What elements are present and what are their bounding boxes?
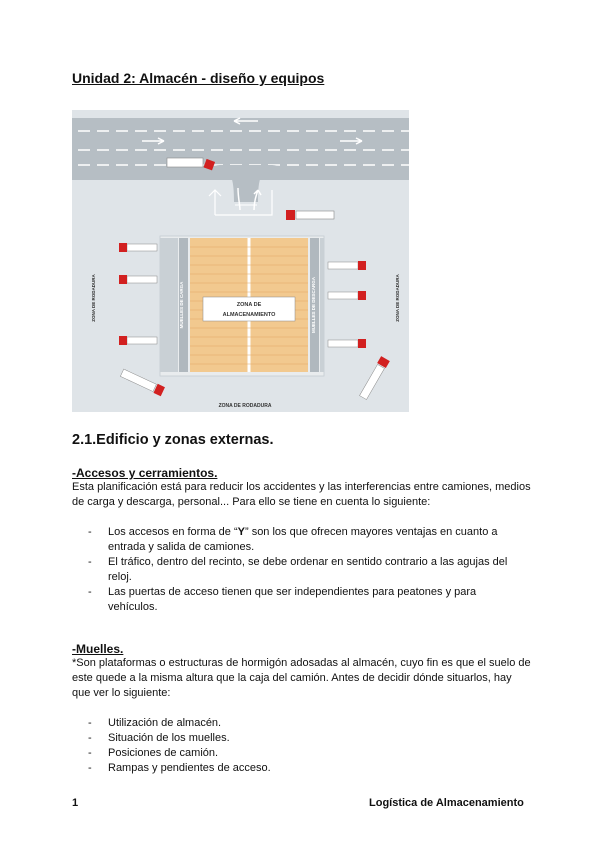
- section-title: 2.1.Edificio y zonas externas.: [72, 432, 274, 448]
- accesos-intro: Esta planificación está para reducir los accidentes y las interferencias entre camiones, medios de carga y descarga, personal... Para ello se tiene en cuenta lo siguiente:: [72, 481, 531, 508]
- accesos-item-1: [88, 525, 518, 555]
- loading-dock-label: MUELLES DE CARGA: [179, 281, 184, 329]
- accesos-item-3: - Las puertas de acceso tienen que ser independientes para peatones y para vehículos.: [88, 585, 518, 615]
- accesos-item-1-bold: Y: [237, 526, 245, 538]
- page-title: Unidad 2: Almacén - diseño y equipos: [72, 70, 325, 86]
- truck-right-2: [328, 291, 366, 300]
- accesos-item-2: - El tráfico, dentro del recinto, se debe ordenar en sentido contrario a las agujas del reloj.: [88, 555, 518, 585]
- muelles-item-3: - Posiciones de camión.: [88, 746, 518, 761]
- muelles-heading: -Muelles.: [72, 642, 124, 656]
- zone-label-bottom: ZONA DE RODADURA: [218, 403, 272, 409]
- loading-dock-platform: [160, 238, 178, 372]
- truck-left-3: [119, 336, 157, 345]
- muelles-list: [88, 716, 518, 776]
- muelles-intro: *Son plataformas o estructuras de hormigón adosadas al almacén, cuyo fin es que el suelo de este quede a la misma altura que la caja del camión. Antes de decidir dónde situarlos, hay que ver lo siguiente:: [72, 657, 531, 699]
- truck-at-entrance: [286, 210, 334, 220]
- accesos-heading: -Accesos y cerramientos.: [72, 466, 218, 480]
- truck-left-2: [119, 275, 157, 284]
- page-number: 1: [72, 797, 79, 809]
- zone-label-left: ZONA DE RODADURA: [91, 274, 96, 322]
- accesos-item-1-pre: Los accesos en forma de “: [108, 526, 238, 538]
- muelles-item-2: - Situación de los muelles.: [88, 731, 518, 746]
- accesos-list: [88, 525, 518, 615]
- truck-right-3: [328, 339, 366, 348]
- unloading-dock-label: MUELLES DE DESCARGA: [311, 276, 316, 334]
- zone-label-right: ZONA DE RODADURA: [395, 274, 400, 322]
- muelles-item-4: - Rampas y pendientes de acceso.: [88, 761, 518, 776]
- footer-title: Logística de Almacenamiento: [369, 797, 524, 809]
- accesos-item-1-post: ” son los que ofrecen mayores ventajas en cuanto a entrada y salida de camiones.: [108, 526, 498, 553]
- truck-right-1: [328, 261, 366, 270]
- muelles-item-1: - Utilización de almacén.: [88, 716, 518, 731]
- storage-label-2: ALMACENAMIENTO: [222, 312, 276, 318]
- truck-left-1: [119, 243, 157, 252]
- warehouse-layout-diagram: [72, 110, 409, 412]
- storage-label-1: ZONA DE: [236, 302, 262, 308]
